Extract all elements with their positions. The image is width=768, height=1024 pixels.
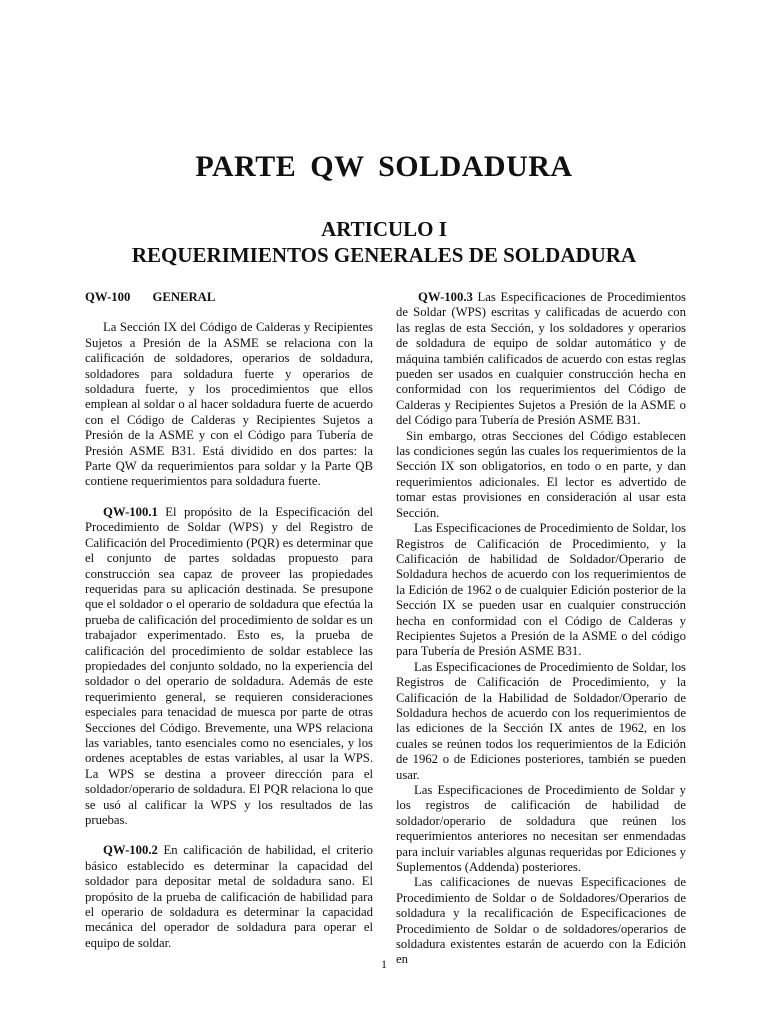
paragraph-other-sections: Sin embargo, otras Secciones del Código establecen las condiciones según las cuales los requerimientos de la Sección IX son obligatorios, en todo o en parte, y dan requerimientos adicionales. El lector es advertido de tomar estas provisiones en consideración al usar esta Sección. [396,428,686,520]
paragraph-new-qualifications: Las calificaciones de nuevas Especificaciones de Procedimiento de Soldar o de Soldadores/Operarios de soldadura y la recalificación de Especificaciones de Procedimiento de Soldar o de soldadores/operarios de soldadura existentes estarán de acuerdo con la Edición en [396,875,686,967]
clause-label: QW-100.3 [418,290,473,304]
paragraph-qw-100-2 [85,843,373,951]
page-number: 1 [381,957,387,971]
paragraph-qw-100-3 [396,290,686,429]
clause-text: En calificación de habilidad, el criterio básico establecido es determinar la capacidad del soldador para depositar metal de soldadura sano. El propósito de la prueba de calificación de habilidad para el operario de soldadura es determinar la capacidad mecánica del operador de soldadura para operar el equipo de soldar. [85,843,373,950]
clause-label: QW-100.1 [103,504,158,519]
paragraph-qw-100-1 [85,505,373,829]
clause-text: Las Especificaciones de Procedimientos de Soldar (WPS) escritas y calificadas de acuerdo con las reglas de esta Sección, y los soldadores y operarios de soldadura de equipo de soldar automático y de máquina también calificados de acuerdo con estas reglas pueden ser usados en cualquier construcción hecha en conformidad con los requerimientos del Código de Calderas y Recipientes Sujetos a Presión de la ASME o del Código para Tubería de Presión ASME B31. [396,290,686,428]
paragraph-no-amendment: Las Especificaciones de Procedimiento de Soldar y los registros de calificación de habilidad de soldador/operario de soldadura que reúnen los requerimientos anteriores no necesitan ser enmendadas para incluir variables algunas requeridas por Ediciones y Suplementos (Addenda) posteriores. [396,783,686,875]
article-title [0,216,768,268]
left-column [85,290,373,951]
right-column [396,290,686,968]
clause-label: QW-100.2 [103,843,158,858]
clause-text: El propósito de la Especificación del Procedimiento de Soldar (WPS) y del Registro de Calificación del Procedimiento (PQR) es determinar que el conjunto de partes soldadas propuesto para construcción sea capaz de proveer las propiedades requeridas para su aplicación destinada. Se presupone que el soldador o el operario de soldadura que efectúa la prueba de calificación del procedimiento de soldar es un trabajador experimentado. Esto es, la prueba de calificación del procedimiento de soldar establece las propiedades del conjunto soldado, no la experiencia del soldador o del operario de soldadura. Además de este requerimiento general, se requieren consideraciones especiales para tenacidad de muesca por parte de otras Secciones del Código. Brevemente, una WPS relaciona las variables, tanto esenciales como no esenciales, y los ordenes aceptables de estas variables, al usar la WPS. La WPS se destina a proveer dirección para el soldador/operario de soldadura. El PQR relaciona lo que se usó al calificar la WPS y los resultados de las pruebas. [85,504,373,827]
article-number: ARTICULO I [321,217,447,241]
section-heading: QW-100 GENERAL [85,290,216,304]
paragraph-edition-1962: Las Especificaciones de Procedimiento de Soldar, los Registros de Calificación de Procedimiento, y la Calificación de habilidad de Soldador/Operario de Soldadura hechos de acuerdo con los requerimientos de la Edición de 1962 o de cualquier Edición posterior de la Sección IX se pueden usar en cualquier construcción hecha en conformidad con el Código de Calderas y Recipientes Sujetos a Presión de la ASME o del código para Tubería de Presión ASME B31. [396,521,686,659]
article-subtitle: REQUERIMIENTOS GENERALES DE SOLDADURA [131,243,637,267]
page-title: PARTE QW SOLDADURA [195,150,573,183]
paragraph-editions-before-1962: Las Especificaciones de Procedimiento de Soldar, los Registros de Calificación de Procedimiento, y la Calificación de la Habilidad de Soldador/Operario de Soldadura hechos de acuerdo con los requerimientos de las ediciones de la Sección IX antes de 1962, en los cuales se reúnen todos los requerimientos de la Edición de 1962 o de Ediciones posteriores, también se pueden usar. [396,659,686,782]
paragraph-general: La Sección IX del Código de Calderas y Recipientes Sujetos a Presión de la ASME se relaciona con la calificación de soldadores, operarios de soldadura, soldadores para soldadura fuerte y operarios de soldadura fuerte, y los procedimientos que ellos emplean al soldar o al hacer soldadura fuerte de acuerdo con el Código de Calderas y Recipientes Sujetos a Presión de la ASME y con el Código para Tubería de Presión ASME B31. Está dividido en dos partes: la Parte QW da requerimientos para soldar y la Parte QB contiene requerimientos para soldadura fuerte. [85,320,373,489]
